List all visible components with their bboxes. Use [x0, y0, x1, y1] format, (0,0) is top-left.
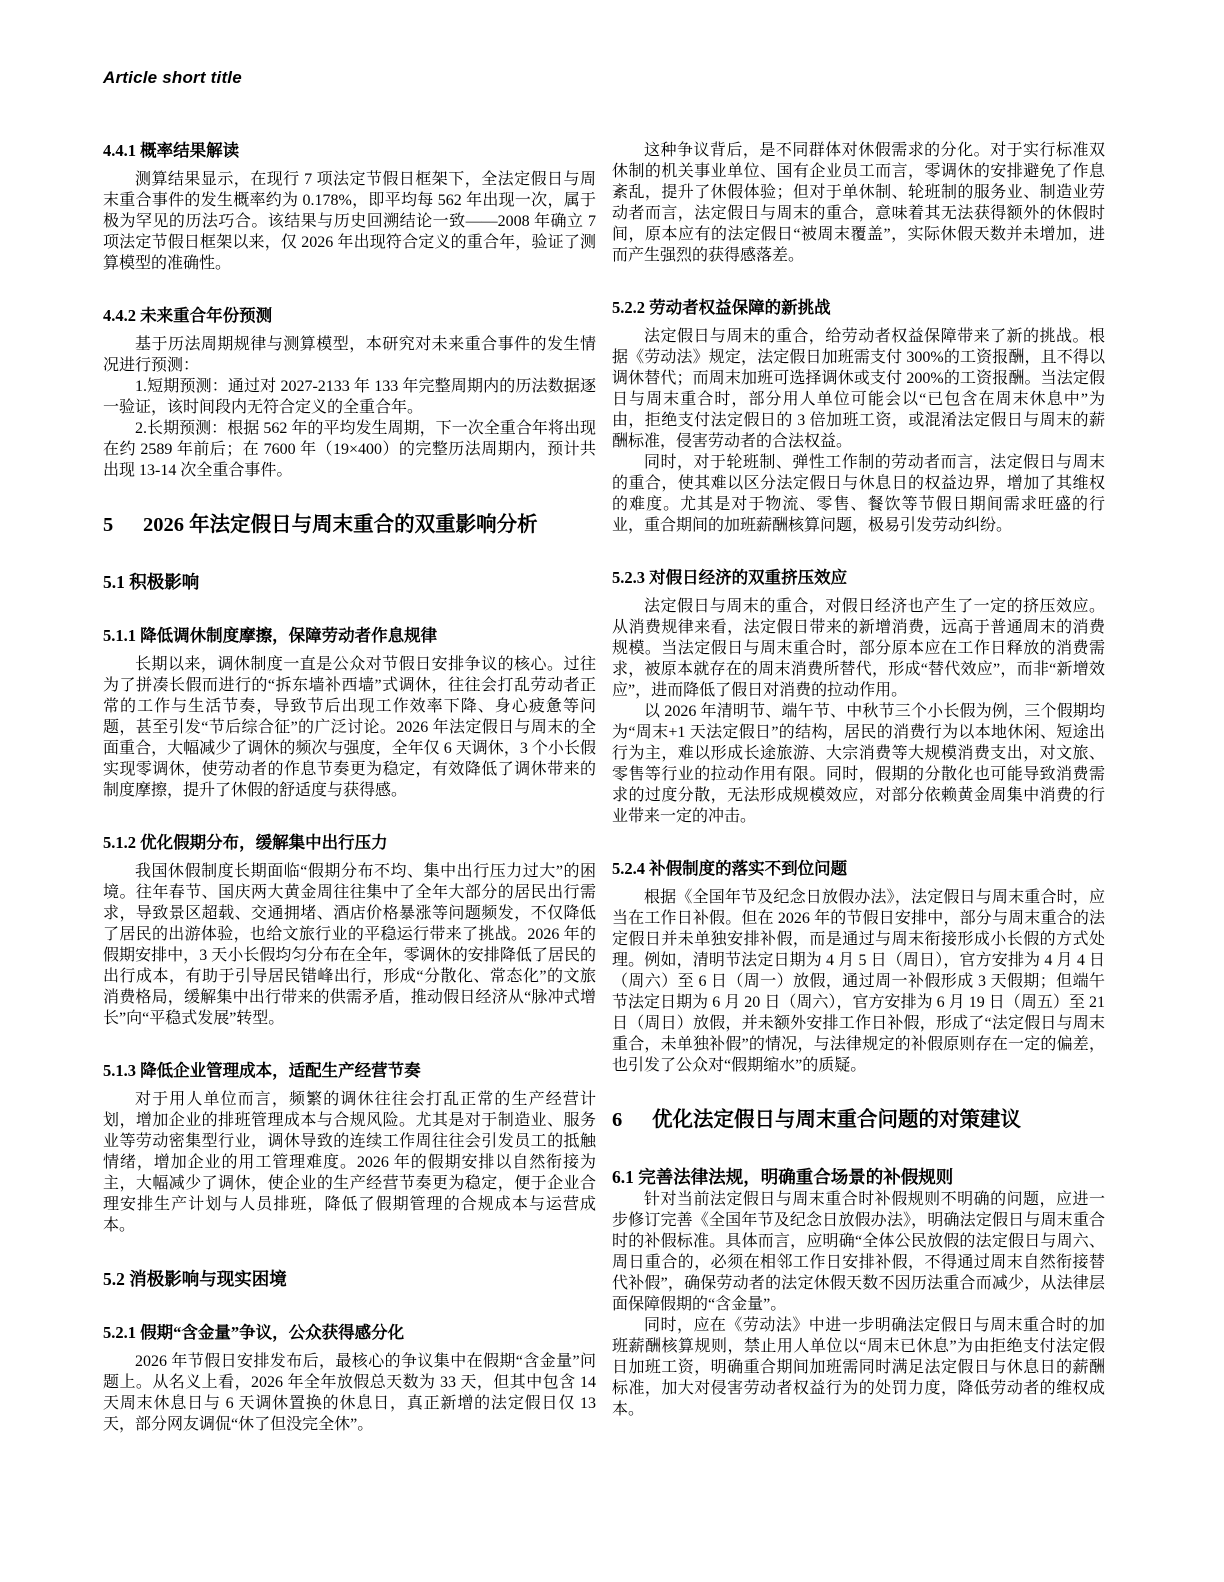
paragraph-5-2-4-p1: 根据《全国年节及纪念日放假办法》，法定假日与周末重合时，应当在工作日补假。但在 2026 年的节假日安排中，部分与周末重合的法定假日并未单独安排补假，而是通过与周末衔接形成小长假的方式处理。例如，清明节法定日期为 4 月 5 日（周日），官方安排为 4 月 4 日（周六）至 6 日（周一）放假，通过周一补假形成 3 天假期；但端午节法定日期为 6 月 20 日（周六），官方安排为 6 月 19 日（周五）至 21 日（周日）放假，并未额外安排工作日补假，形成了“法定假日与周末重合，未单独补假”的情况，与法律规定的补假原则存在一定的偏差，也引发了公众对“假期缩水”的质疑。 [612, 889, 1105, 1074]
paragraph-4-4-2-p3: 2.长期预测：根据 562 年的平均发生周期，下一次全重合年将出现在约 2589 年前后；在 7600 年（19×400）的完整历法周期内，预计共出现 13-14 次全重合事件。 [103, 420, 596, 479]
paragraph-5-2-1-p2: 这种争议背后，是不同群体对休假需求的分化。对于实行标准双休制的机关事业单位、国有企业员工而言，零调休的安排避免了作息紊乱，提升了休假体验；但对于单休制、轮班制的服务业、制造业劳动者而言，法定假日与周末的重合，意味着其无法获得额外的休假时间，原本应有的法定假日“被周末覆盖”，实际休假天数并未增加，进而产生强烈的获得感落差。 [612, 142, 1105, 264]
heading-6-1: 6.1 完善法律法规，明确重合场景的补假规则 [612, 1167, 954, 1187]
heading-4-4-2: 4.4.2 未来重合年份预测 [103, 306, 273, 325]
section-5-title: 2026 年法定假日与周末重合的双重影响分析 [143, 514, 538, 536]
paragraph-5-1-1-p1: 长期以来，调休制度一直是公众对节假日安排争议的核心。过往为了拼凑长假而进行的“拆东墙补西墙”式调休，往往会打乱劳动者正常的工作与生活节奏，导致节后出现工作效率下降、身心疲惫等问题，甚至引发“节后综合征”的广泛讨论。2026 年法定假日与周末的全面重合，大幅减少了调休的频次与强度，全年仅 6 天调休，3 个小长假实现零调休，使劳动者的作息节奏更为稳定，有效降低了调休带来的制度摩擦，提升了休假的舒适度与获得感。 [103, 656, 596, 799]
heading-section-6 [612, 1106, 1105, 1134]
heading-5-2-3: 5.2.3 对假日经济的双重挤压效应 [612, 568, 848, 587]
paragraph-6-1-p1: 针对当前法定假日与周末重合时补假规则不明确的问题，应进一步修订完善《全国年节及纪念日放假办法》，明确法定假日与周末重合时的补假标准。具体而言，应明确“全体公民放假的法定假日与周六、周日重合的，必须在相邻工作日安排补假，不得通过周末自然衔接替代补假”，确保劳动者的法定休假天数不因历法重合而减少，从法律层面保障假期的“含金量”。 [612, 1191, 1105, 1313]
paragraph-5-2-2-p1: 法定假日与周末的重合，给劳动者权益保障带来了新的挑战。根据《劳动法》规定，法定假日加班需支付 300%的工资报酬，且不得以调休替代；而周末加班可选择调休或支付 200%的工资报酬。当法定假日与周末重合时，部分用人单位可能会以“已包含在周末休息中”为由，拒绝支付法定假日的 3 倍加班工资，或混淆法定假日与周末的薪酬标准，侵害劳动者的合法权益。 [612, 328, 1105, 450]
heading-5-2-1: 5.2.1 假期“含金量”争议，公众获得感分化 [103, 1323, 405, 1342]
paragraph-4-4-2-p2: 1.短期预测：通过对 2027-2133 年 133 年完整周期内的历法数据逐一验证，该时间段内无符合定义的全重合年。 [103, 378, 596, 416]
heading-5-2: 5.2 消极影响与现实困境 [103, 1269, 287, 1289]
heading-5-1: 5.1 积极影响 [103, 572, 200, 592]
left-column [103, 140, 596, 1435]
paragraph-5-2-3-p1: 法定假日与周末的重合，对假日经济也产生了一定的挤压效应。从消费规律来看，法定假日带来的新增消费，远高于普通周末的消费规模。当法定假日与周末重合时，部分原本应在工作日释放的消费需求，被原本就存在的周末消费所替代，形成“替代效应”，而非“新增效应”，进而降低了假日对消费的拉动作用。 [612, 598, 1105, 699]
paragraph-5-2-1-p1: 2026 年节假日安排发布后，最核心的争议集中在假期“含金量”问题上。从名义上看，2026 年全年放假总天数为 33 天，但其中包含 14 天周末休息日与 6 天调休置换的休息日，真正新增的法定假日仅 13 天，部分网友调侃“休了但没完全休”。 [103, 1353, 596, 1433]
running-head: Article short title [103, 68, 242, 87]
section-5-number: 5 [103, 514, 114, 536]
heading-4-4-1: 4.4.1 概率结果解读 [103, 141, 240, 160]
section-6-number: 6 [612, 1109, 623, 1131]
heading-5-1-2: 5.1.2 优化假期分布，缓解集中出行压力 [103, 833, 388, 852]
heading-5-1-1: 5.1.1 降低调休制度摩擦，保障劳动者作息规律 [103, 626, 438, 645]
heading-5-2-2: 5.2.2 劳动者权益保障的新挑战 [612, 298, 831, 317]
heading-section-5 [103, 511, 596, 539]
heading-5-1-3: 5.1.3 降低企业管理成本，适配生产经营节奏 [103, 1061, 421, 1080]
paragraph-4-4-1-p1: 测算结果显示，在现行 7 项法定节假日框架下，全法定假日与周末重合事件的发生概率约为 0.178%，即平均每 562 年出现一次，属于极为罕见的历法巧合。该结果与历史回溯结论一致——2008 年确立 7 项法定节假日框架以来，仅 2026 年出现符合定义的重合年，验证了测算模型的准确性。 [103, 171, 596, 272]
paragraph-5-2-3-p2: 以 2026 年清明节、端午节、中秋节三个小长假为例，三个假期均为“周末+1 天法定假日”的结构，居民的消费行为以本地休闲、短途出行为主，难以形成长途旅游、大宗消费等大规模消费支出，对文旅、零售等行业的拉动作用有限。同时，假期的分散化也可能导致消费需求的过度分散，无法形成规模效应，对部分依赖黄金周集中消费的行业带来一定的冲击。 [612, 703, 1105, 825]
paragraph-4-4-2-p1: 基于历法周期规律与测算模型，本研究对未来重合事件的发生情况进行预测： [103, 336, 596, 374]
paragraph-6-1-p2: 同时，应在《劳动法》中进一步明确法定假日与周末重合时的加班薪酬核算规则，禁止用人单位以“周末已休息”为由拒绝支付法定假日加班工资，明确重合期间加班需同时满足法定假日与休息日的薪酬标准，加大对侵害劳动者权益行为的处罚力度，降低劳动者的维权成本。 [612, 1317, 1105, 1418]
paragraph-5-1-2-p1: 我国休假制度长期面临“假期分布不均、集中出行压力过大”的困境。往年春节、国庆两大黄金周往往集中了全年大部分的居民出行需求，导致景区超载、交通拥堵、酒店价格暴涨等问题频发，不仅降低了居民的出游体验，也给文旅行业的平稳运行带来了挑战。2026 年的假期安排中，3 天小长假均匀分布在全年，零调休的安排降低了居民的出行成本，有助于引导居民错峰出行，形成“分散化、常态化”的文旅消费格局，缓解集中出行带来的供需矛盾，推动假日经济从“脉冲式增长”向“平稳式发展”转型。 [103, 863, 596, 1027]
paragraph-5-1-3-p1: 对于用人单位而言，频繁的调休往往会打乱正常的生产经营计划，增加企业的排班管理成本与合规风险。尤其是对于制造业、服务业等劳动密集型行业，调休导致的连续工作周往往会引发员工的抵触情绪，增加企业的用工管理难度。2026 年的假期安排以自然衔接为主，大幅减少了调休，使企业的生产经营节奏更为稳定，便于企业合理安排生产计划与人员排班，降低了假期管理的合规成本与运营成本。 [103, 1091, 596, 1234]
paragraph-5-2-2-p2: 同时，对于轮班制、弹性工作制的劳动者而言，法定假日与周末的重合，使其难以区分法定假日与休息日的权益边界，增加了其维权的难度。尤其是对于物流、零售、餐饮等节假日期间需求旺盛的行业，重合期间的加班薪酬核算问题，极易引发劳动纠纷。 [612, 454, 1105, 534]
section-6-title: 优化法定假日与周末重合问题的对策建议 [652, 1109, 1021, 1131]
heading-5-2-4: 5.2.4 补假制度的落实不到位问题 [612, 859, 848, 878]
right-column [612, 140, 1105, 1435]
two-column-body [103, 140, 1105, 1435]
